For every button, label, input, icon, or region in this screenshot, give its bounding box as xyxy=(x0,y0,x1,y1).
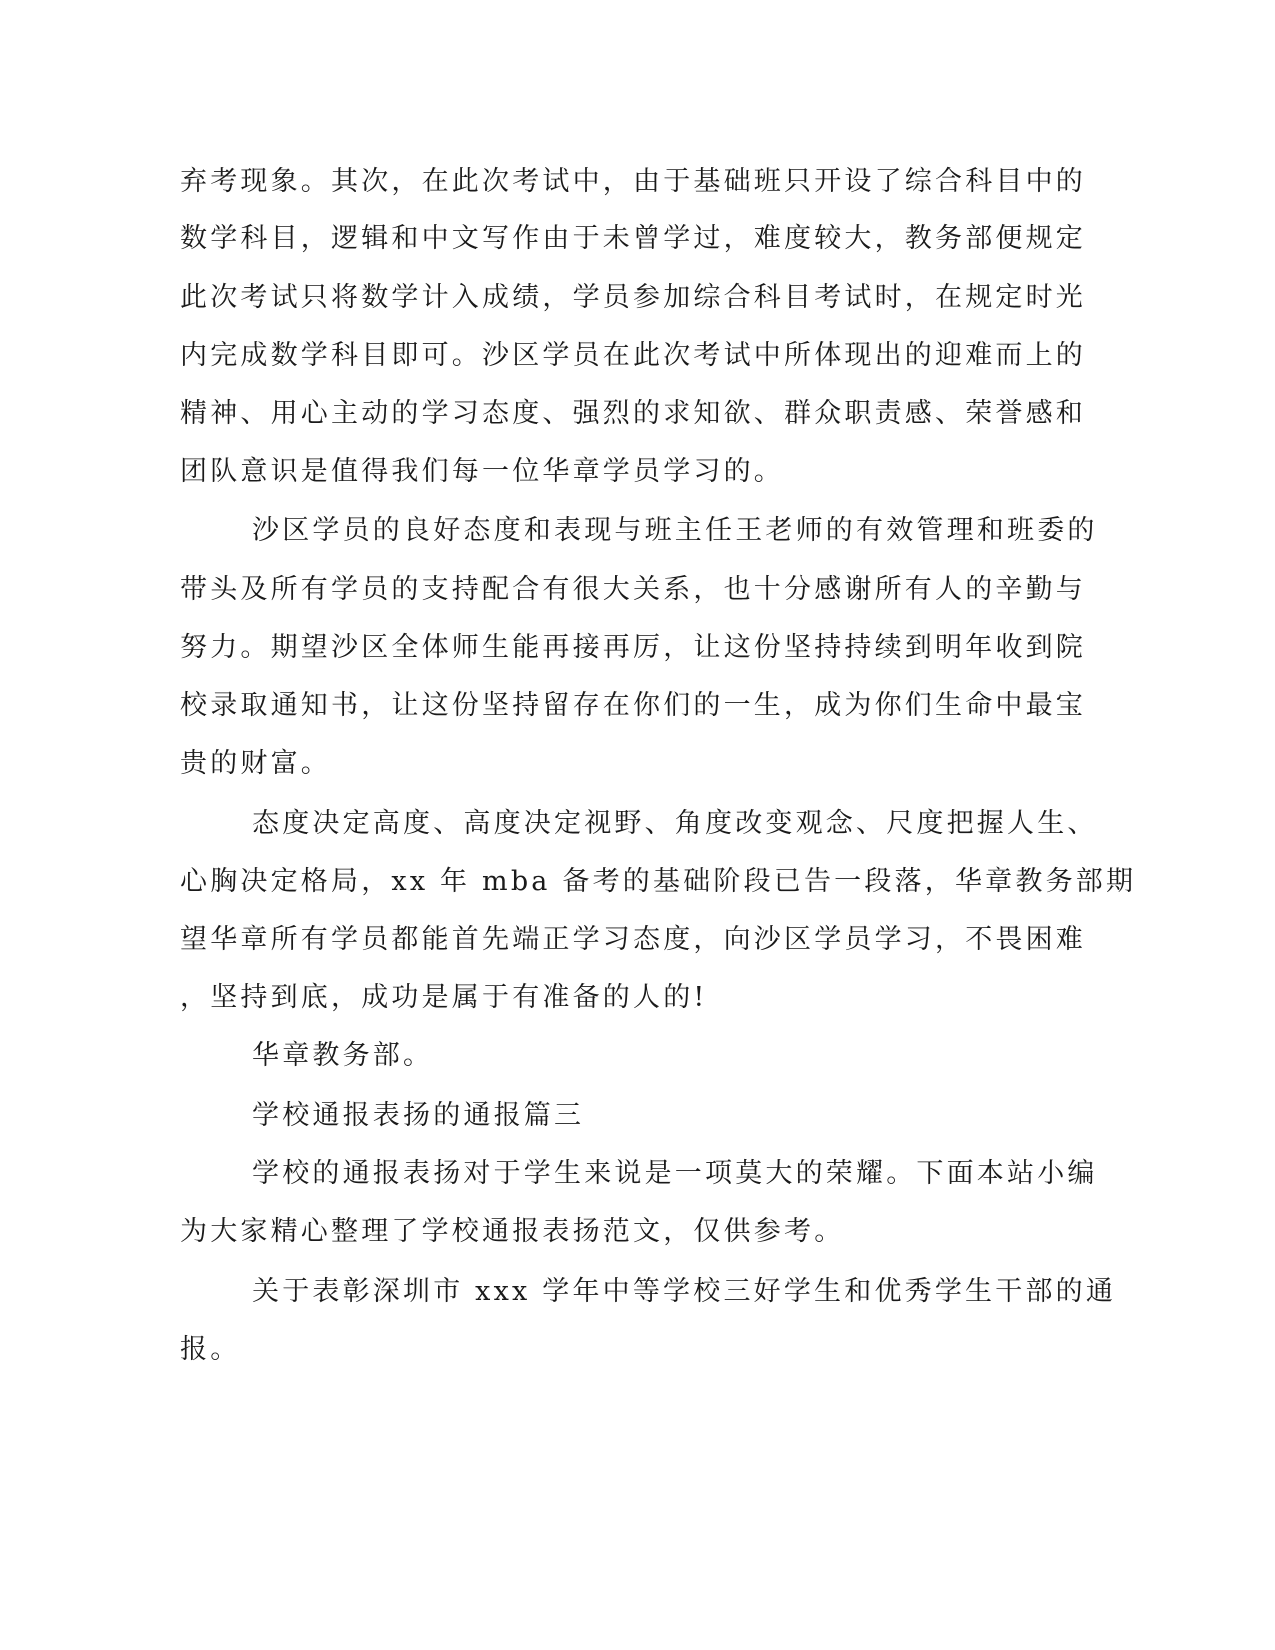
text-line: 望华章所有学员都能首先端正学习态度，向沙区学员学习，不畏困难 xyxy=(180,924,1086,955)
text-line: 努力。期望沙区全体师生能再接再厉，让这份坚持持续到明年收到院 xyxy=(180,632,1086,663)
text-line: 心胸决定格局，xx 年 mba 备考的基础阶段已告一段落，华章教务部期 xyxy=(180,866,1137,897)
text-line: 内完成数学科目即可。沙区学员在此次考试中所体现出的迎难而上的 xyxy=(180,340,1086,371)
text-line: 贵的财富。 xyxy=(180,748,331,779)
text-line: 弃考现象。其次，在此次考试中，由于基础班只开设了综合科目中的 xyxy=(180,166,1086,197)
text-line: 为大家精心整理了学校通报表扬范文，仅供参考。 xyxy=(180,1216,845,1247)
signature-line: 华章教务部。 xyxy=(252,1040,434,1071)
text-line: 关于表彰深圳市 xxx 学年中等学校三好学生和优秀学生干部的通 xyxy=(252,1276,1117,1307)
text-line: 态度决定高度、高度决定视野、角度改变观念、尺度把握人生、 xyxy=(252,808,1098,839)
text-line: 沙区学员的良好态度和表现与班主任王老师的有效管理和班委的 xyxy=(252,515,1098,546)
text-line: 校录取通知书，让这份坚持留存在你们的一生，成为你们生命中最宝 xyxy=(180,690,1086,721)
text-line: 精神、用心主动的学习态度、强烈的求知欲、群众职责感、荣誉感和 xyxy=(180,398,1086,429)
section-heading: 学校通报表扬的通报篇三 xyxy=(252,1100,585,1131)
text-line: 数学科目，逻辑和中文写作由于未曾学过，难度较大，教务部便规定 xyxy=(180,223,1086,254)
text-line: 带头及所有学员的支持配合有很大关系，也十分感谢所有人的辛勤与 xyxy=(180,574,1086,605)
text-line: 学校的通报表扬对于学生来说是一项莫大的荣耀。下面本站小编 xyxy=(252,1158,1098,1189)
text-line: 此次考试只将数学计入成绩，学员参加综合科目考试时，在规定时光 xyxy=(180,282,1086,313)
text-line: ，坚持到底，成功是属于有准备的人的! xyxy=(180,982,708,1013)
text-line: 团队意识是值得我们每一位华章学员学习的。 xyxy=(180,456,784,487)
text-line: 报。 xyxy=(180,1334,241,1365)
